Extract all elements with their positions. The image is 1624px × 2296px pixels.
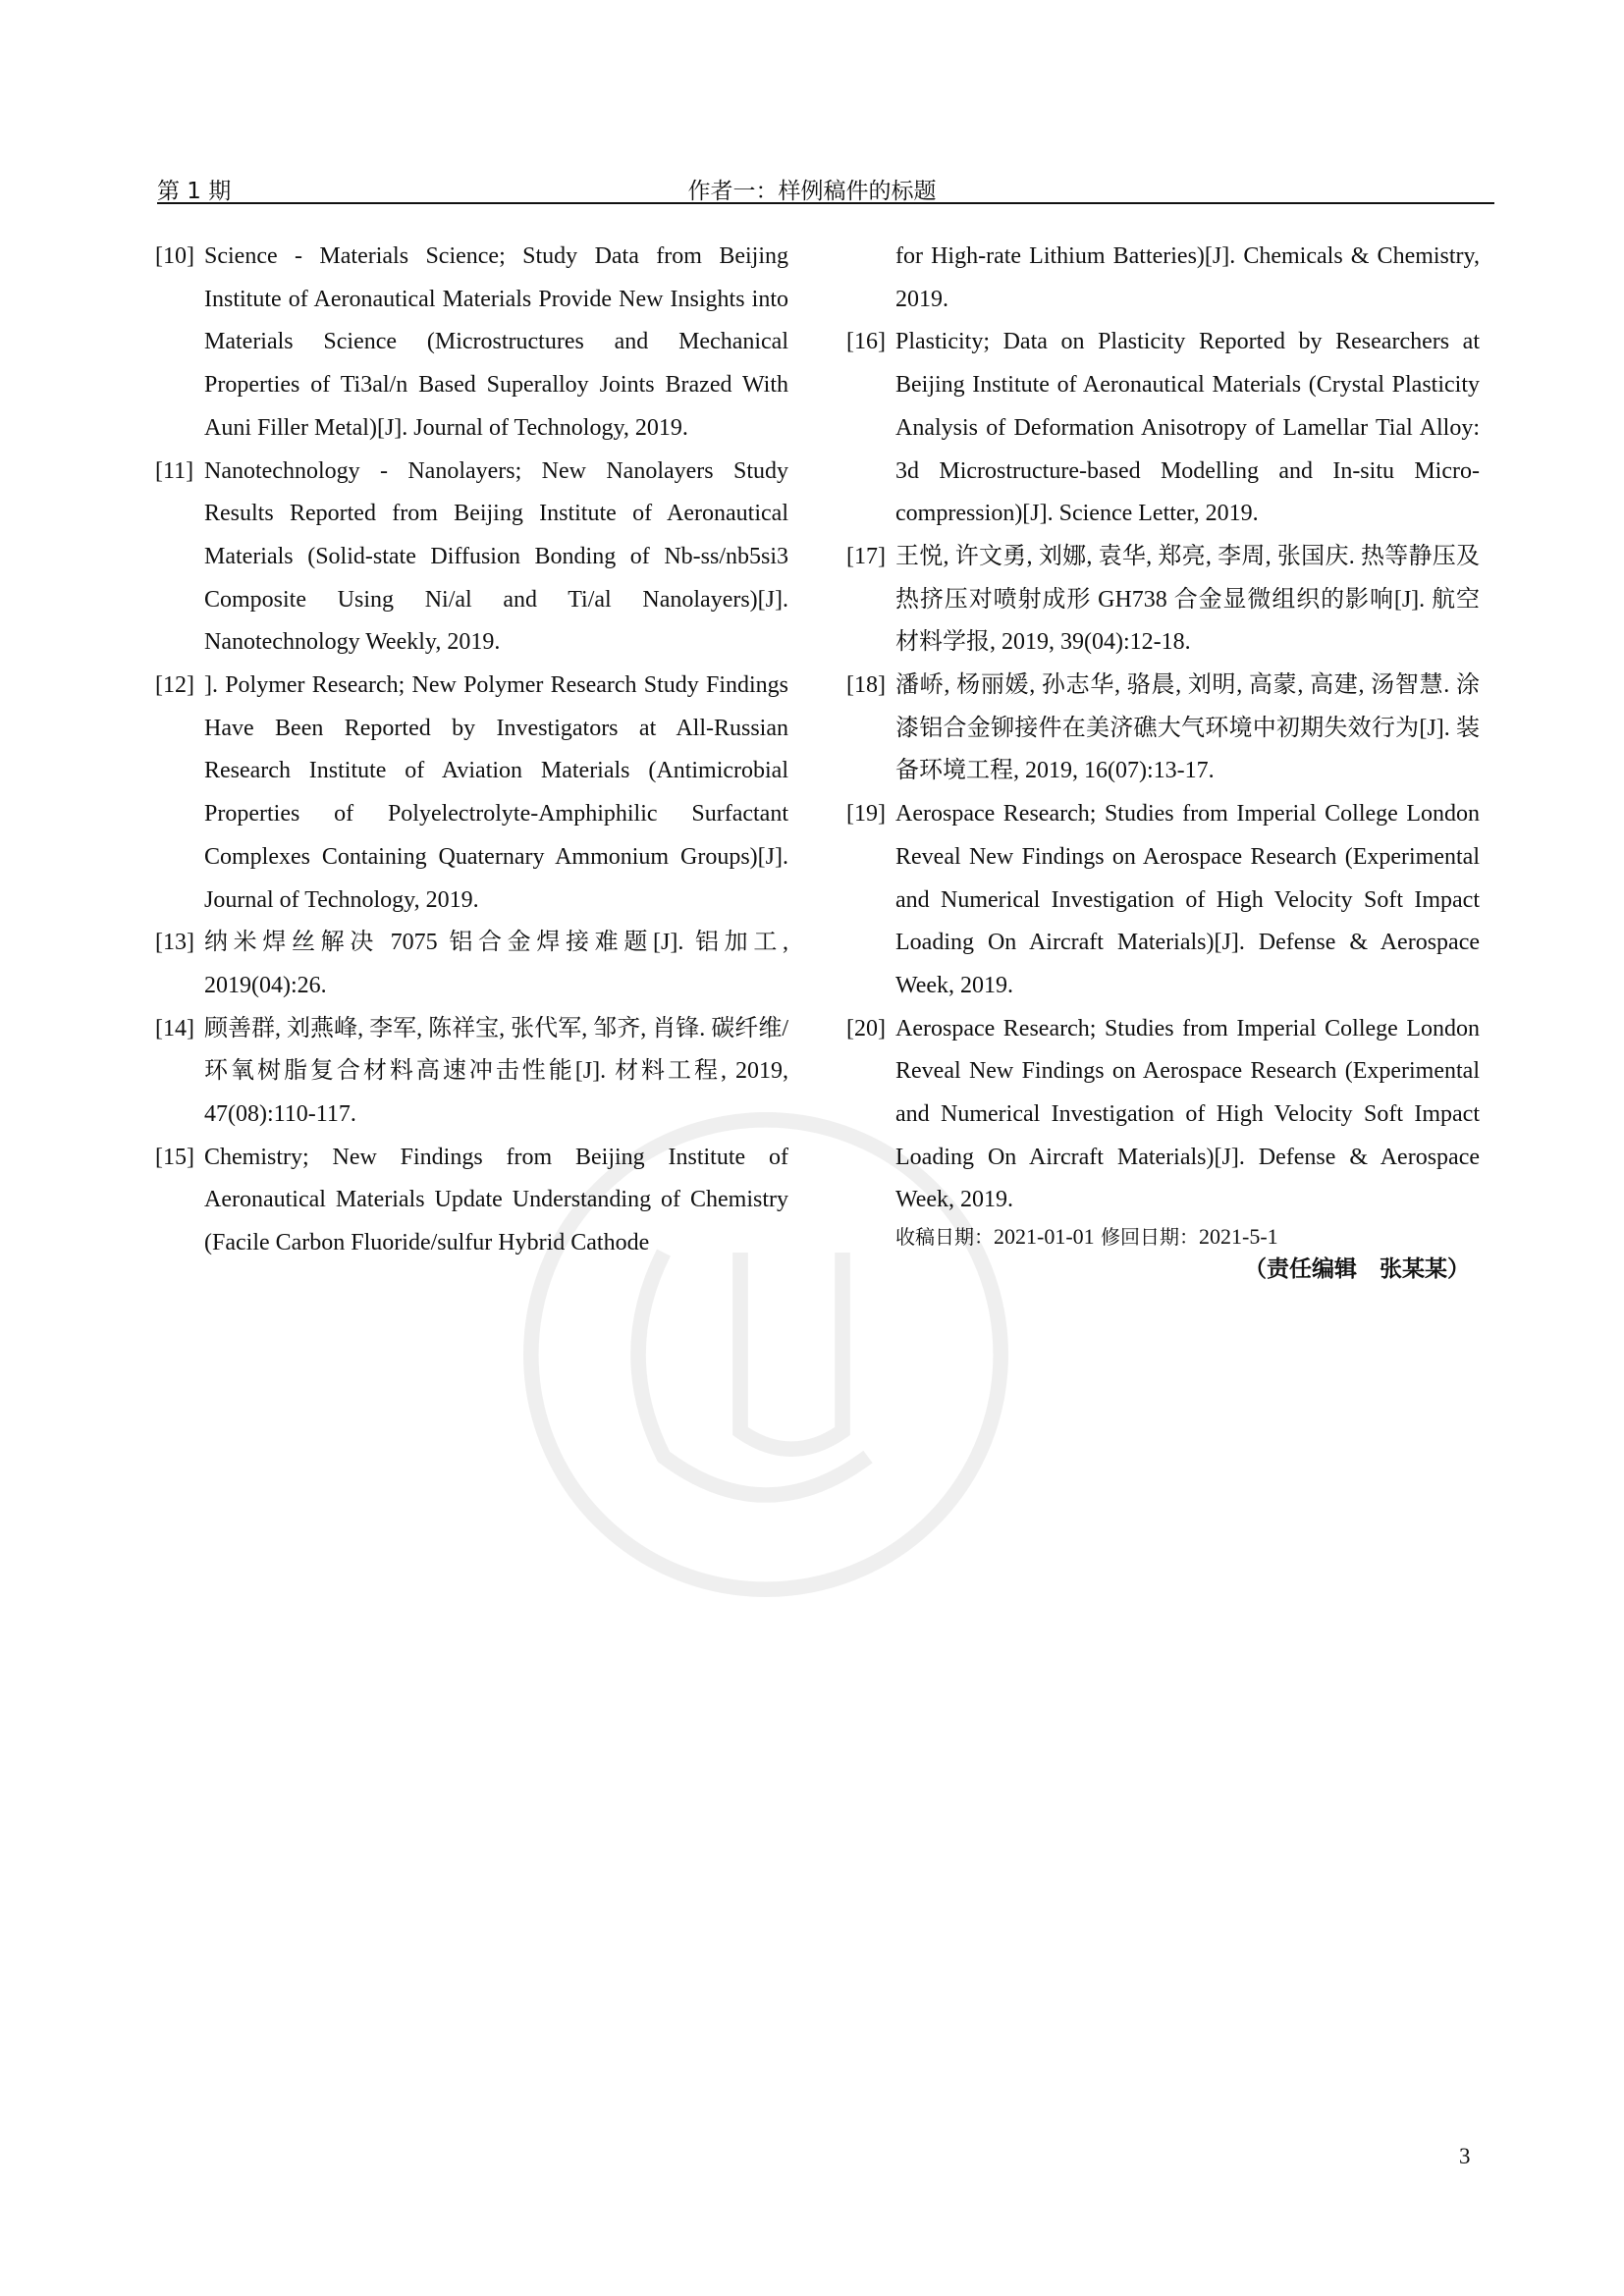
- revised-label: 修回日期：: [1094, 1225, 1200, 1250]
- watermark-logo: [511, 1099, 1021, 1610]
- reference-text: Aerospace Research; Studies from Imperial College London Reveal New Findings on Aerospace Research (Experimental and Numerical Investigation of High Velocity Soft Impact Loading On Aircraft Materials)[J]. Defense & Aerospace Week, 2019.: [895, 801, 1480, 998]
- reference-number: [16]: [846, 329, 886, 355]
- reference-item: [155, 922, 788, 1007]
- reference-item: [155, 451, 788, 666]
- running-title: 作者一：样例稿件的标题: [687, 179, 937, 204]
- reference-text: 王悦, 许文勇, 刘娜, 袁华, 郑亮, 李周, 张国庆. 热等静压及热挤压对喷射成形 GH738 合金显微组织的影响[J]. 航空材料学报, 2019, 39(04):12-18.: [895, 543, 1480, 656]
- reference-number: [18]: [846, 672, 886, 699]
- reference-text: Nanotechnology - Nanolayers; New Nanolayers Study Results Reported from Beijing Institute of Aeronautical Materials (Solid-state Diffusion Bonding of Nb-ss/nb5si3 Composite Using Ni/al and Ti/al Nanolayers)[J]. Nanotechnology Weekly, 2019.: [204, 457, 788, 656]
- reference-number: [17]: [846, 543, 886, 569]
- journal-issue: 第 1 期: [157, 179, 232, 204]
- reference-text: 潘峤, 杨丽媛, 孙志华, 骆晨, 刘明, 高蒙, 高建, 汤智慧. 涂漆铝合金铆接件在美济礁大气环境中初期失效行为[J]. 装备环境工程, 2019, 16(07):13-17.: [895, 672, 1480, 784]
- reference-number: [20]: [846, 1015, 886, 1041]
- revised-date: 2021-5-1: [1199, 1224, 1278, 1250]
- reference-item: [846, 536, 1480, 665]
- reference-number: [14]: [155, 1015, 194, 1041]
- reference-number: [12]: [155, 672, 194, 699]
- reference-text: Science - Materials Science; Study Data from Beijing Institute of Aeronautical Materials Provide New Insights into Materials Science (Microstructures and Mechanical Properties of Ti3al/n Based Superalloy Joints Brazed With Auni Filler Metal)[J]. Journal of Technology, 2019.: [204, 243, 788, 441]
- received-date: 2021-01-01: [994, 1224, 1095, 1250]
- received-label: 收稿日期：: [895, 1225, 994, 1250]
- reference-item: [155, 665, 788, 922]
- reference-text: Plasticity; Data on Plasticity Reported by Researchers at Beijing Institute of Aeronautical Materials (Crystal Plasticity Analysis of Deformation Anisotropy of Lamellar Tial Alloy: 3d Microstructure-based Modelling and In-situ Micro-compression)[J]. Science Letter, 2019.: [895, 329, 1480, 527]
- page-number: 3: [1459, 2144, 1471, 2168]
- reference-item: [846, 793, 1480, 1008]
- responsible-editor: （责任编辑 张某某）: [1244, 1256, 1470, 1283]
- reference-number: [19]: [846, 801, 886, 828]
- reference-number: [11]: [155, 457, 194, 484]
- reference-text: 纳米焊丝解决 7075 铝合金焊接难题[J]. 铝加工, 2019(04):26.: [204, 930, 788, 998]
- reference-item: [846, 665, 1480, 793]
- reference-continuation: for High-rate Lithium Batteries)[J]. Chemicals & Chemistry, 2019.: [895, 243, 1480, 312]
- header-divider: [157, 202, 1494, 204]
- reference-number: [10]: [155, 243, 194, 269]
- reference-text: Chemistry; New Findings from Beijing Institute of Aeronautical Materials Update Understanding of Chemistry (Facile Carbon Fluoride/sulfur Hybrid Cathode: [204, 1144, 788, 1256]
- reference-text: ]. Polymer Research; New Polymer Research Study Findings Have Been Reported by Investigators at All-Russian Research Institute of Aviation Materials (Antimicrobial Properties of Polyelectrolyte-Amphiphilic Surfactant Complexes Containing Quaternary Ammonium Groups)[J]. Journal of Technology, 2019.: [204, 672, 788, 913]
- reference-number: [13]: [155, 930, 194, 956]
- reference-number: [15]: [155, 1144, 194, 1170]
- reference-text: Aerospace Research; Studies from Imperial College London Reveal New Findings on Aerospace Research (Experimental and Numerical Investigation of High Velocity Soft Impact Loading On Aircraft Materials)[J]. Defense & Aerospace Week, 2019.: [895, 1015, 1480, 1213]
- reference-text: 顾善群, 刘燕峰, 李军, 陈祥宝, 张代军, 邹齐, 肖锋. 碳纤维/环氧树脂复合材料高速冲击性能[J]. 材料工程, 2019, 47(08):110-117.: [204, 1015, 788, 1128]
- reference-item: [846, 321, 1480, 536]
- reference-item: [155, 236, 788, 451]
